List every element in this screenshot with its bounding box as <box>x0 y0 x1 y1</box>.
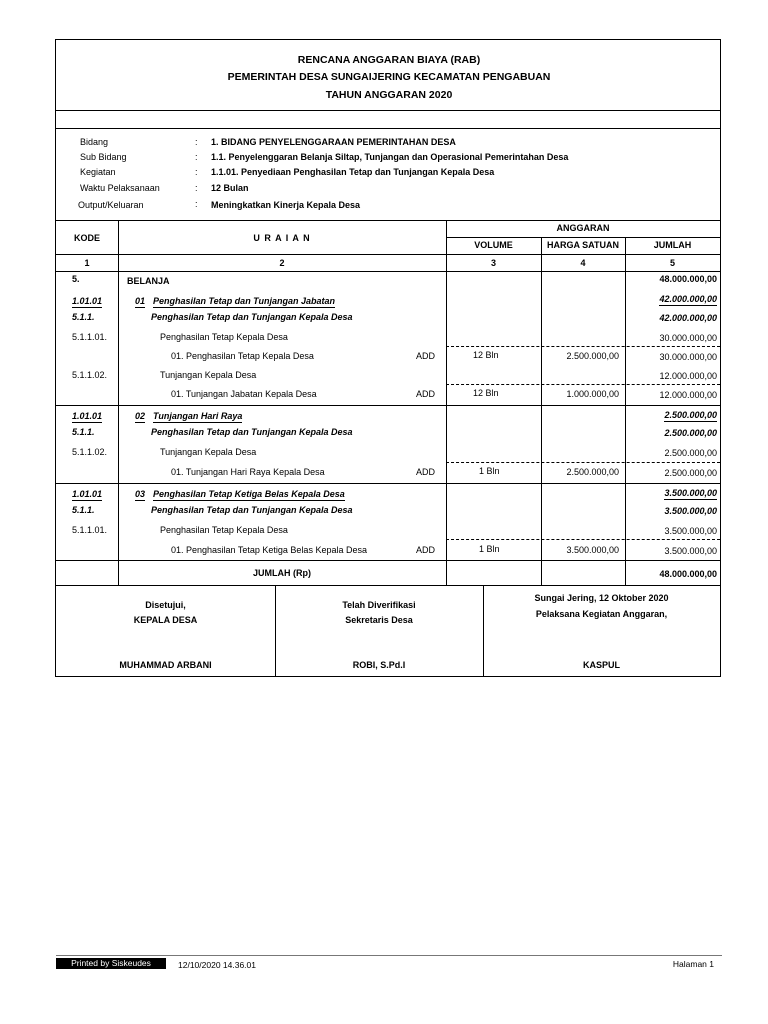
group-divider <box>56 405 720 406</box>
page-number: Halaman 1 <box>672 959 714 969</box>
doc-subtitle-year: TAHUN ANGGARAN 2020 <box>325 89 453 101</box>
divider <box>56 220 720 221</box>
info-colon: : <box>195 167 198 177</box>
rab-document <box>55 39 721 677</box>
row-jumlah: 2.500.000,00 <box>664 428 717 438</box>
row-jumlah: 42.000.000,00 <box>659 313 717 323</box>
row-uraian: Penghasilan Tetap Kepala Desa <box>160 525 288 535</box>
item-uraian: 01. Penghasilan Tetap Kepala Desa <box>171 351 314 361</box>
row-jumlah: 12.000.000,00 <box>659 371 717 381</box>
info-label: Bidang <box>80 137 109 147</box>
item-volume: 1 Bln <box>479 544 500 554</box>
group-divider <box>56 483 720 484</box>
item-harga: 3.500.000,00 <box>566 545 619 555</box>
item-divider <box>446 346 720 347</box>
info-value-waktu: 12 Bulan <box>211 183 249 193</box>
row-no: 03 <box>135 489 146 499</box>
item-volume: 12 Bln <box>473 350 499 360</box>
signature-role: KEPALA DESA <box>133 615 198 625</box>
row-uraian: Penghasilan Tetap dan Tunjangan Kepala Desa <box>151 505 353 515</box>
col-header-volume: VOLUME <box>474 240 513 250</box>
total-value: 48.000.000,00 <box>659 569 717 579</box>
col-header-jumlah: JUMLAH <box>653 240 692 250</box>
col-header-uraian: U R A I A N <box>253 233 311 243</box>
item-divider <box>446 462 720 463</box>
item-divider <box>446 384 720 385</box>
item-total: 2.500.000,00 <box>664 468 717 478</box>
row-jumlah: 3.500.000,00 <box>664 506 717 516</box>
signature-name: KASPUL <box>582 660 620 670</box>
divider <box>56 254 720 255</box>
item-uraian: 01. Tunjangan Hari Raya Kepala Desa <box>171 467 325 477</box>
signature-date: Sungai Jering, 12 Oktober 2020 <box>534 593 669 603</box>
row-jumlah: 2.500.000,00 <box>664 410 717 420</box>
item-source: ADD <box>416 389 436 399</box>
col-number: 2 <box>279 258 285 268</box>
divider <box>56 560 720 561</box>
row-no: 01 <box>135 296 146 306</box>
total-label: JUMLAH (Rp) <box>253 568 311 578</box>
row-jumlah: 48.000.000,00 <box>659 274 717 284</box>
item-divider <box>446 539 720 540</box>
printed-by-badge: Printed by Siskeudes <box>56 958 166 969</box>
row-uraian: Tunjangan Kepala Desa <box>160 370 257 380</box>
row-kode: 5. <box>72 274 80 284</box>
info-colon: : <box>195 199 198 209</box>
item-uraian: 01. Tunjangan Jabatan Kepala Desa <box>171 389 317 399</box>
signature-name: MUHAMMAD ARBANI <box>119 660 212 670</box>
item-harga: 2.500.000,00 <box>566 351 619 361</box>
row-uraian: Penghasilan Tetap dan Tunjangan Kepala Desa <box>151 312 353 322</box>
item-harga: 2.500.000,00 <box>566 467 619 477</box>
row-kode: 5.1.1.01. <box>72 525 108 535</box>
signature-name: ROBI, S.Pd.I <box>352 660 406 670</box>
signature-role: Pelaksana Kegiatan Anggaran, <box>535 609 668 619</box>
col-number: 1 <box>84 258 90 268</box>
item-source: ADD <box>416 467 436 477</box>
signature-caption: Telah Diverifikasi <box>342 600 416 610</box>
row-uraian: Penghasilan Tetap dan Tunjangan Jabatan <box>153 296 336 306</box>
col-number: 4 <box>580 258 586 268</box>
row-uraian: Penghasilan Tetap Kepala Desa <box>160 332 288 342</box>
row-uraian: BELANJA <box>127 276 170 286</box>
item-source: ADD <box>416 351 436 361</box>
row-uraian: Tunjangan Hari Raya <box>153 411 243 421</box>
col-number: 3 <box>490 258 496 268</box>
column-line <box>118 220 119 585</box>
row-kode: 5.1.1. <box>72 427 95 437</box>
info-label: Waktu Pelaksanaan <box>80 183 160 193</box>
footer-divider <box>56 955 722 956</box>
row-uraian: Tunjangan Kepala Desa <box>160 447 257 457</box>
row-kode: 5.1.1.02. <box>72 447 108 457</box>
row-kode: 1.01.01 <box>72 296 103 306</box>
row-kode: 1.01.01 <box>72 489 103 499</box>
item-total: 12.000.000,00 <box>659 390 717 400</box>
item-harga: 1.000.000,00 <box>566 389 619 399</box>
column-line <box>446 220 447 585</box>
row-kode: 5.1.1. <box>72 505 95 515</box>
info-colon: : <box>195 183 198 193</box>
signature-caption: Disetujui, <box>145 600 186 610</box>
info-value-kegiatan: 1.1.01. Penyediaan Penghasilan Tetap dan Tunjangan Kepala Desa <box>211 167 495 177</box>
row-kode: 1.01.01 <box>72 411 103 421</box>
info-label: Sub Bidang <box>80 152 127 162</box>
divider <box>56 585 720 586</box>
info-value-bidang: 1. BIDANG PENYELENGGARAAN PEMERINTAHAN DESA <box>211 137 456 147</box>
row-jumlah: 30.000.000,00 <box>659 333 717 343</box>
column-line <box>541 237 542 585</box>
row-jumlah: 42.000.000,00 <box>659 294 717 304</box>
divider <box>56 110 720 111</box>
divider <box>56 128 720 129</box>
divider <box>56 271 720 272</box>
signature-role: Sekretaris Desa <box>345 615 413 625</box>
col-number: 5 <box>669 258 675 268</box>
info-label: Kegiatan <box>80 167 116 177</box>
print-datetime: 12/10/2020 14.36.01 <box>178 960 256 970</box>
row-jumlah: 2.500.000,00 <box>664 448 717 458</box>
item-volume: 1 Bln <box>479 466 500 476</box>
row-kode: 5.1.1.01. <box>72 332 108 342</box>
item-total: 30.000.000,00 <box>659 352 717 362</box>
row-uraian: Penghasilan Tetap dan Tunjangan Kepala Desa <box>151 427 353 437</box>
row-jumlah: 3.500.000,00 <box>664 488 717 498</box>
row-kode: 5.1.1.02. <box>72 370 108 380</box>
item-uraian: 01. Penghasilan Tetap Ketiga Belas Kepala Desa <box>171 545 367 555</box>
col-header-harga: HARGA SATUAN <box>547 240 619 250</box>
info-value-sub-bidang: 1.1. Penyelenggaran Belanja Siltap, Tunjangan dan Operasional Pemerintahan Desa <box>211 152 569 162</box>
item-total: 3.500.000,00 <box>664 546 717 556</box>
col-header-anggaran: ANGGARAN <box>556 223 610 233</box>
divider <box>446 237 720 238</box>
col-header-kode: KODE <box>73 233 100 243</box>
info-value-output: Meningkatkan Kinerja Kepala Desa <box>211 200 361 210</box>
doc-subtitle-government: PEMERINTAH DESA SUNGAIJERING KECAMATAN PENGABUAN <box>227 71 551 83</box>
doc-title: RENCANA ANGGARAN BIAYA (RAB) <box>297 54 481 66</box>
item-volume: 12 Bln <box>473 388 499 398</box>
row-kode: 5.1.1. <box>72 312 95 322</box>
info-colon: : <box>195 152 198 162</box>
item-source: ADD <box>416 545 436 555</box>
row-jumlah: 3.500.000,00 <box>664 526 717 536</box>
info-colon: : <box>195 137 198 147</box>
row-uraian: Penghasilan Tetap Ketiga Belas Kepala Desa <box>153 489 345 499</box>
row-no: 02 <box>135 411 146 421</box>
info-label: Output/Keluaran <box>78 200 144 210</box>
